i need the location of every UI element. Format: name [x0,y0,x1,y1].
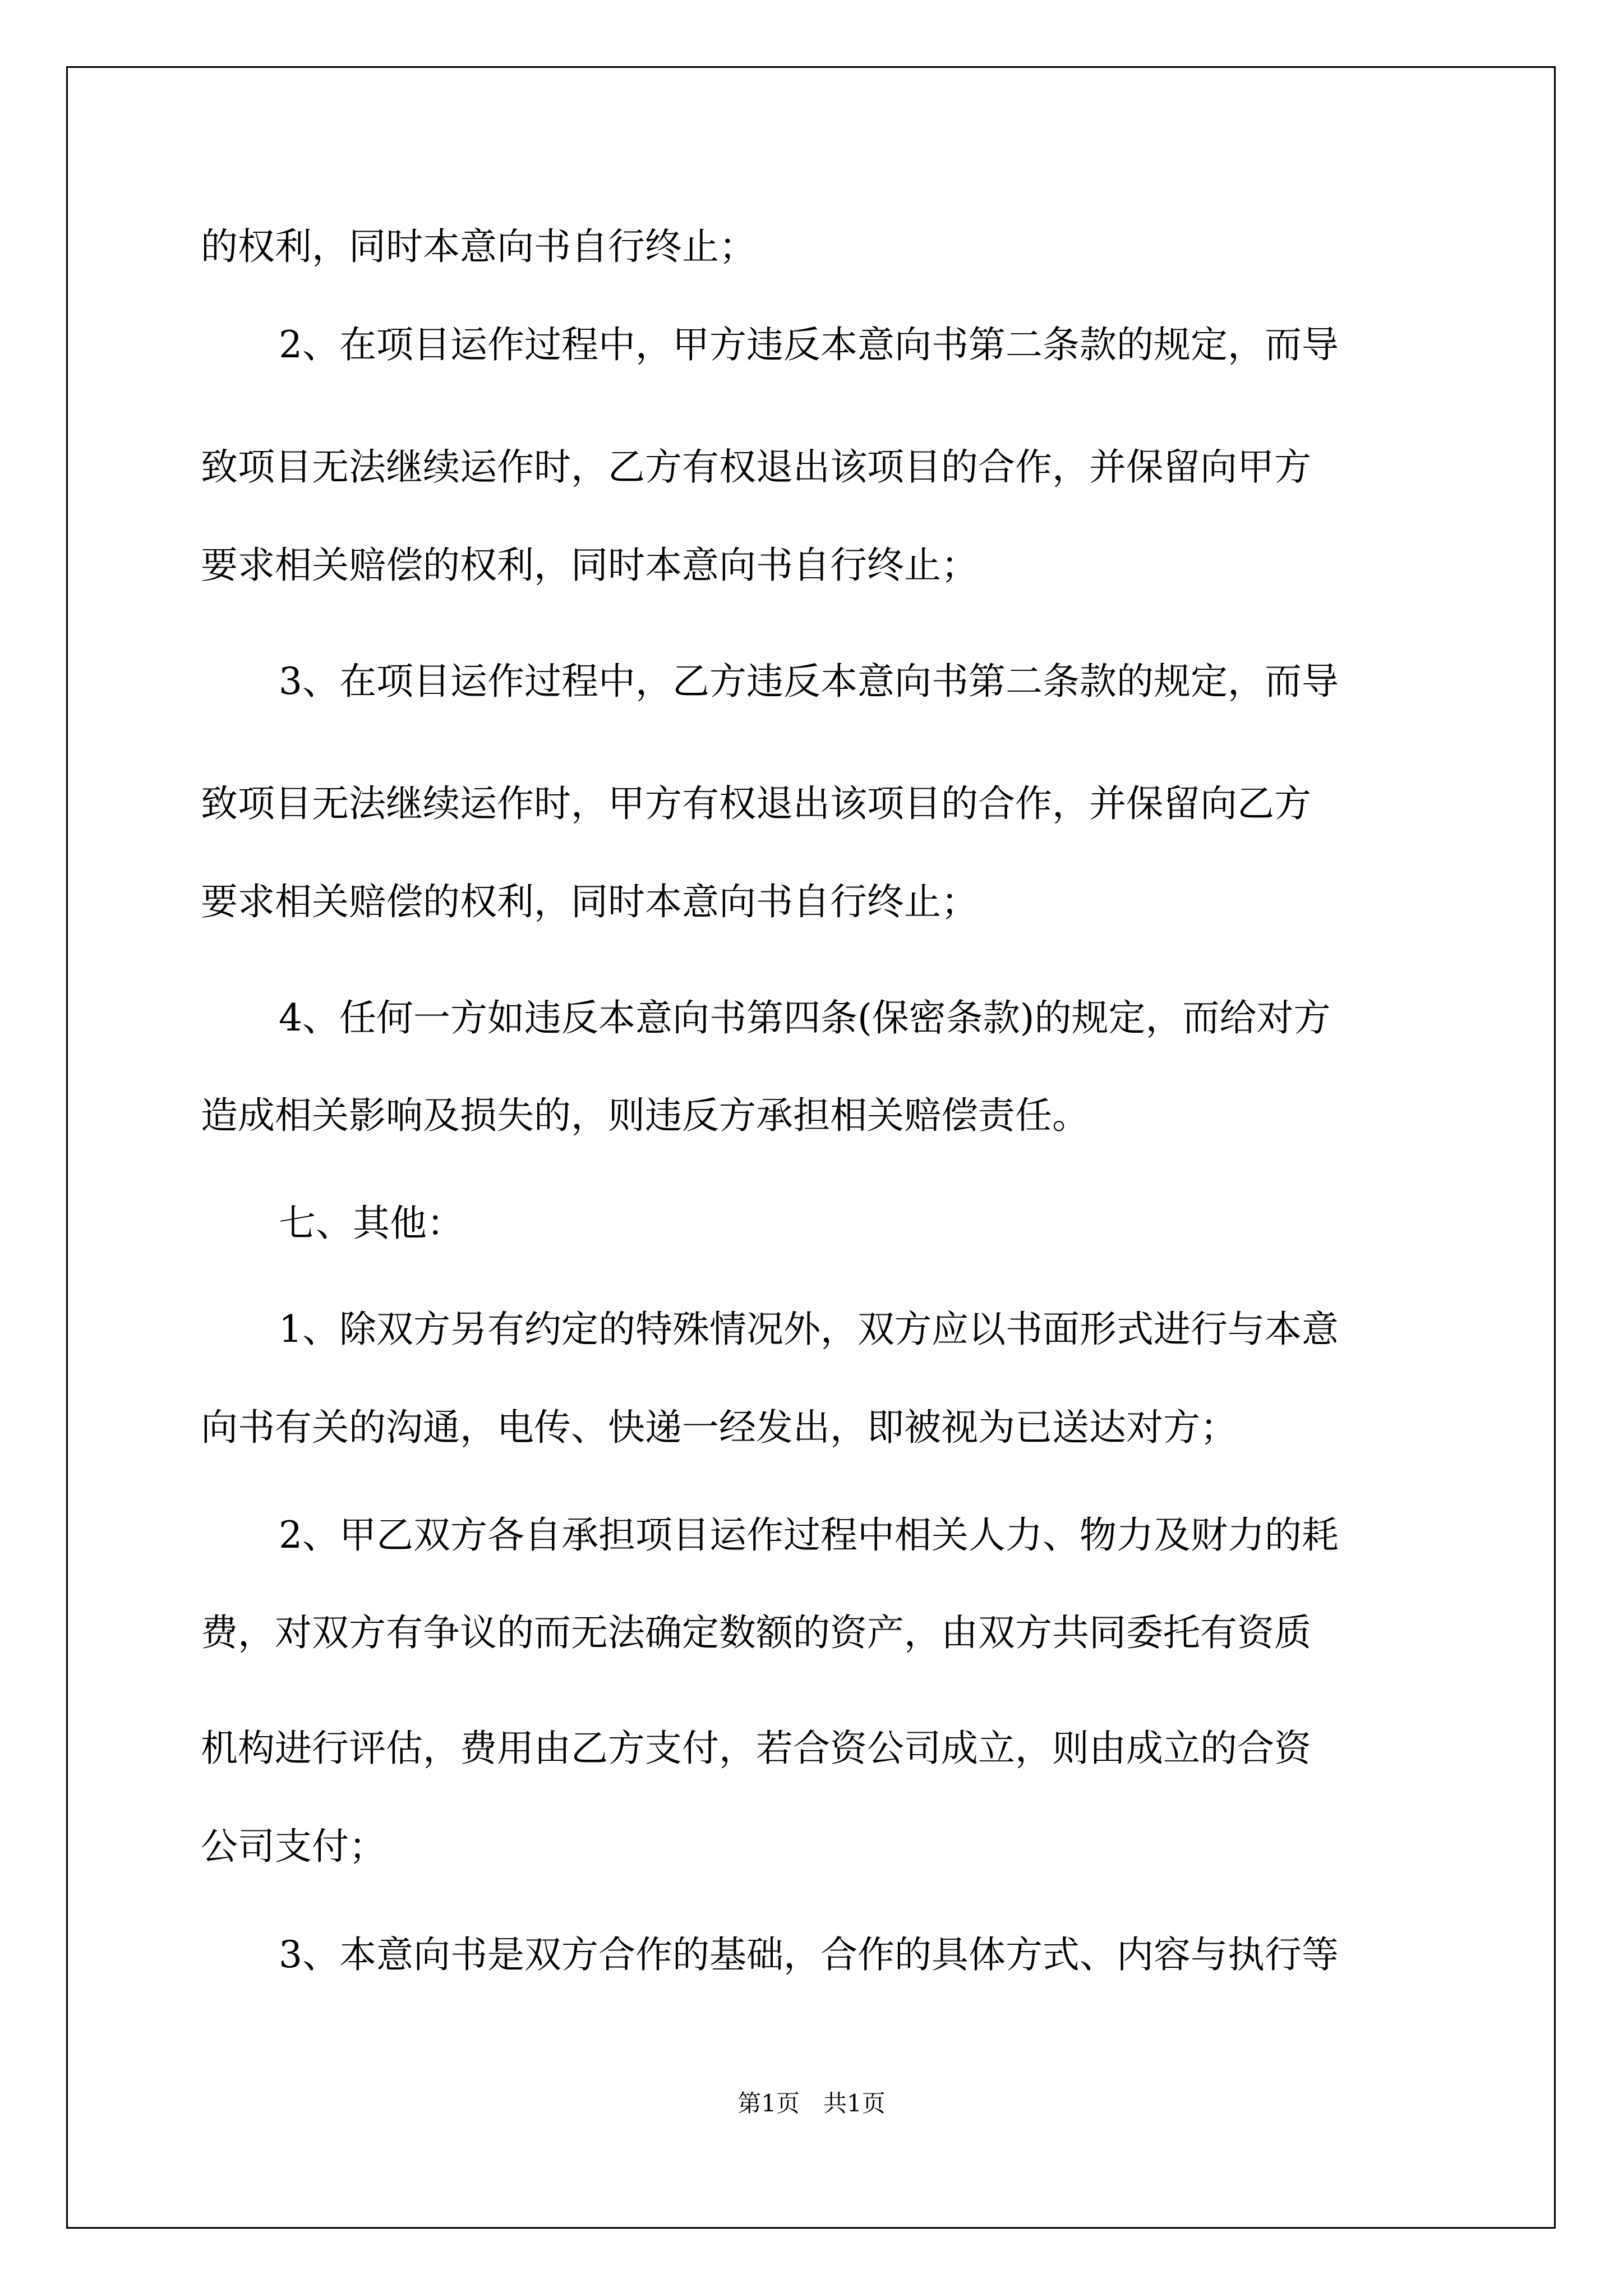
page-border [66,66,1556,2229]
text-line-12: 向书有关的沟通，电传、快递一经发出，即被视为已送达对方； [201,1406,1237,1449]
text-line-11: 1、除双方另有约定的特殊情况外，双方应以书面形式进行与本意 [279,1308,1339,1351]
text-line-7: 要求相关赔偿的权利，同时本意向书自行终止； [201,880,978,923]
text-line-8: 4、任何一方如违反本意向书第四条(保密条款)的规定，而给对方 [279,996,1331,1039]
text-line-16: 公司支付； [201,1825,386,1868]
page-number-footer: 第1页 共1页 [737,2090,886,2117]
section-heading: 七、其他： [279,1202,464,1245]
text-line-4: 要求相关赔偿的权利，同时本意向书自行终止； [201,544,978,587]
text-line-17: 3、本意向书是双方合作的基础，合作的具体方式、内容与执行等 [279,1933,1339,1976]
text-line-1: 的权利，同时本意向书自行终止； [201,225,756,268]
text-line-3: 致项目无法继续运作时，乙方有权退出该项目的合作，并保留向甲方 [201,445,1311,489]
text-line-2: 2、在项目运作过程中，甲方违反本意向书第二条款的规定，而导 [279,323,1339,366]
text-line-9: 造成相关影响及损失的，则违反方承担相关赔偿责任。 [201,1094,1089,1137]
text-line-13: 2、甲乙双方各自承担项目运作过程中相关人力、物力及财力的耗 [279,1513,1339,1557]
text-line-15: 机构进行评估，费用由乙方支付，若合资公司成立，则由成立的合资 [201,1727,1311,1770]
text-line-6: 致项目无法继续运作时，甲方有权退出该项目的合作，并保留向乙方 [201,782,1311,825]
text-line-5: 3、在项目运作过程中，乙方违反本意向书第二条款的规定，而导 [279,660,1339,703]
text-line-14: 费，对双方有争议的而无法确定数额的资产，由双方共同委托有资质 [201,1611,1311,1654]
